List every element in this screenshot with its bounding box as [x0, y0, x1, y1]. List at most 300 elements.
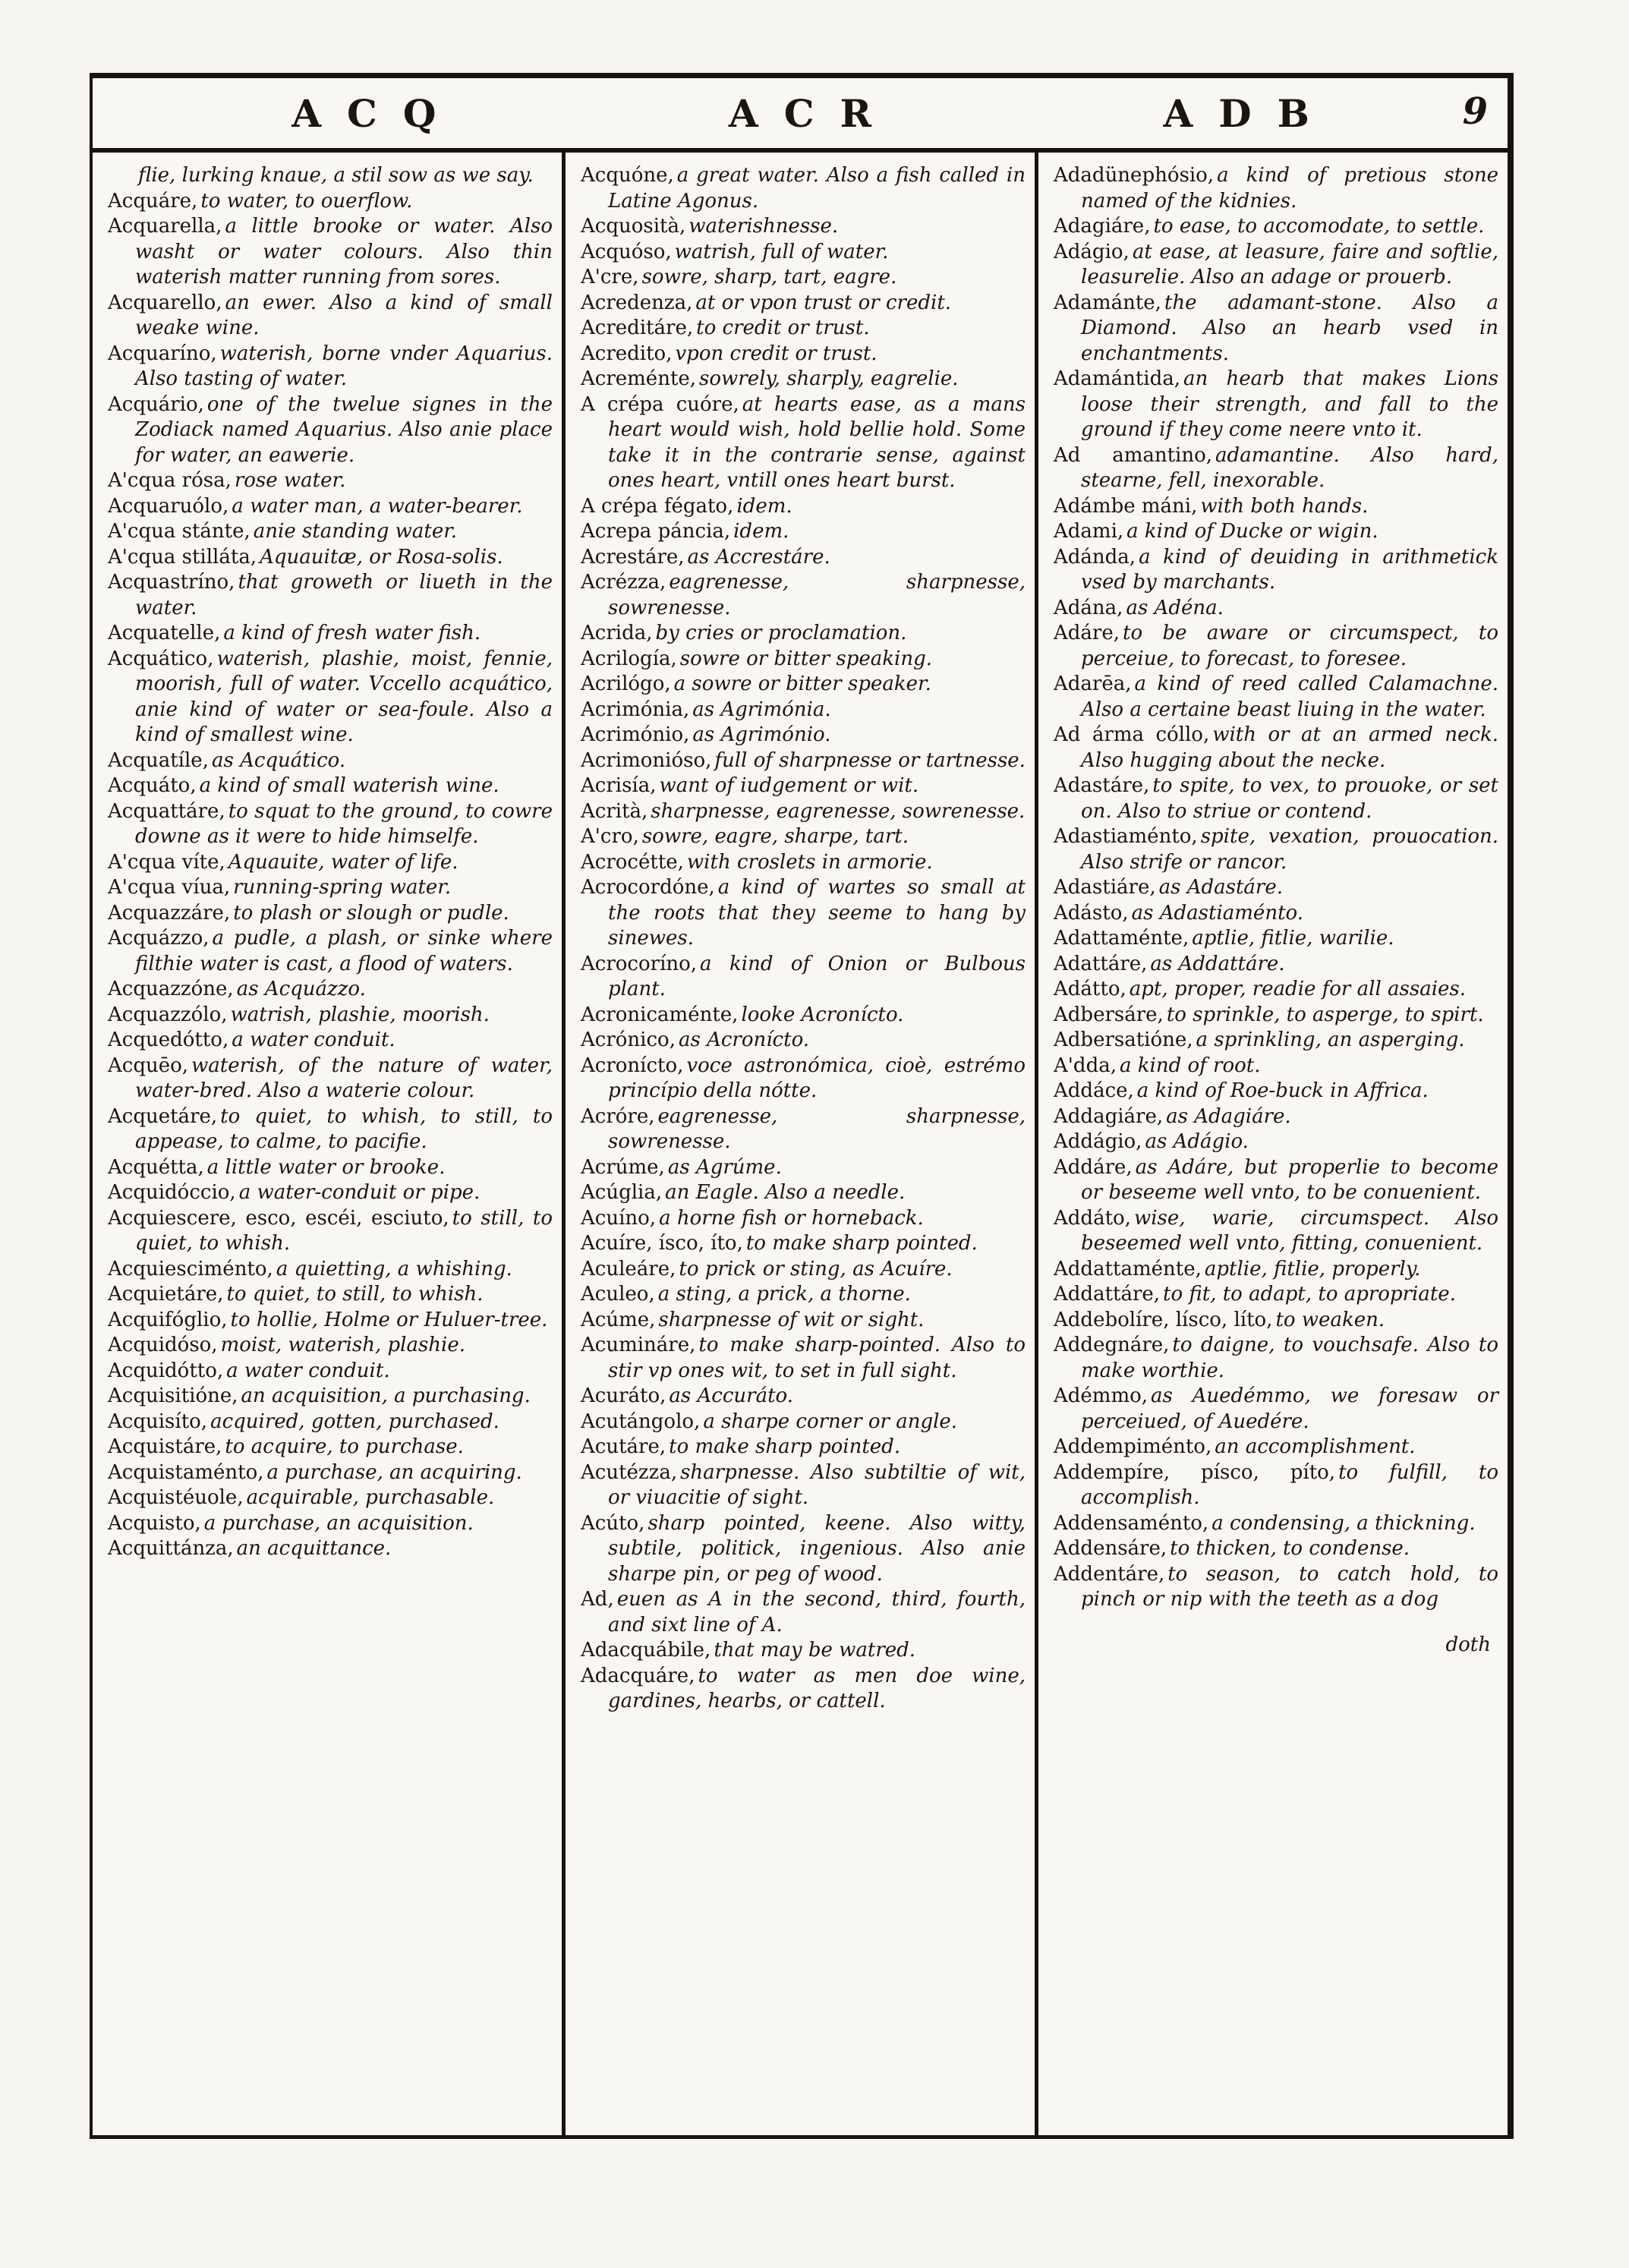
dictionary-entry: [1054, 1028, 1498, 1054]
entry-headword: Acróre,: [581, 1104, 655, 1128]
entry-definition: at or vpon trust or credit.: [695, 291, 952, 314]
entry-headword: Acrocordóne,: [581, 876, 715, 899]
entry-definition: as Acquático.: [211, 748, 346, 772]
dictionary-entry: [108, 519, 553, 545]
entry-headword: Acronicaménte,: [581, 1003, 739, 1026]
entry-definition: a sprinkling, an asperging.: [1196, 1028, 1465, 1051]
entry-headword: Adbersáre,: [1054, 1003, 1164, 1026]
entry-headword: Acquastríno,: [108, 571, 235, 594]
entry-definition: a kind of wartes so small at the roots that they seeme to hang by sinewes.: [608, 876, 1026, 950]
dictionary-entry: [1054, 1562, 1498, 1613]
dictionary-entry: [1054, 901, 1498, 927]
entry-headword: Acquázzo,: [108, 927, 210, 950]
entry-definition: waterishnesse.: [688, 215, 839, 238]
entry-headword: Acrepa páncia,: [581, 520, 731, 543]
entry-headword: Acquistáre,: [108, 1435, 222, 1458]
dictionary-entry: [581, 214, 1026, 240]
entry-headword: Adamánte,: [1054, 291, 1161, 314]
column-1: [93, 153, 566, 2135]
running-head-section-adb: ADB: [1163, 90, 1335, 136]
entry-headword: Acquatelle,: [108, 622, 221, 644]
entry-headword: Acrimónio,: [581, 723, 690, 746]
entry-headword: Acúto,: [581, 1511, 645, 1535]
dictionary-entry: [581, 519, 1026, 545]
entry-definition: aptlie, fitlie, warilie.: [1192, 927, 1394, 950]
entry-headword: Adánda,: [1054, 545, 1136, 569]
entry-definition: to make sharp pointed.: [669, 1435, 901, 1458]
dictionary-entry: [1054, 1511, 1498, 1537]
entry-definition: by cries or proclamation.: [655, 622, 907, 644]
column-2: [566, 153, 1038, 2135]
dictionary-entry: [581, 1155, 1026, 1181]
entry-headword: Acquiescere, esco, escéi, esciuto,: [108, 1206, 449, 1230]
dictionary-entry: [581, 240, 1026, 266]
entry-headword: Acquáto,: [108, 774, 197, 797]
dictionary-entry: [108, 342, 553, 392]
dictionary-entry: [581, 1180, 1026, 1206]
entry-headword: Acquetáre,: [108, 1104, 218, 1128]
entry-definition: a water conduit.: [232, 1028, 395, 1051]
entry-definition: want of iudgement or wit.: [659, 774, 919, 797]
entry-definition: as Adágio.: [1145, 1130, 1249, 1153]
entry-headword: Acquidótto,: [108, 1359, 224, 1382]
entry-headword: Acquietáre,: [108, 1283, 224, 1306]
entry-headword: Acquistéuole,: [108, 1486, 244, 1509]
entry-headword: Addentáre,: [1054, 1562, 1165, 1586]
dictionary-entry: [108, 1180, 553, 1206]
entry-definition: with both hands.: [1200, 494, 1369, 518]
dictionary-entry: [1054, 1003, 1498, 1028]
dictionary-entry: [581, 342, 1026, 367]
dictionary-entry: [581, 1587, 1026, 1638]
dictionary-entry: [108, 1435, 553, 1460]
entry-headword: Adagiáre,: [1054, 215, 1151, 238]
dictionary-entry: [108, 773, 553, 799]
entry-headword: Adásto,: [1054, 901, 1129, 925]
dictionary-entry: [1054, 367, 1498, 443]
dictionary-entry: [1054, 1460, 1498, 1511]
entry-definition: adamantine. Also hard, stearne, fell, inexorable.: [1081, 443, 1499, 492]
dictionary-entry: [581, 291, 1026, 317]
dictionary-entry: [1054, 1155, 1498, 1206]
dictionary-entry: [1054, 214, 1498, 240]
entry-definition: sowre, eagre, sharpe, tart.: [641, 825, 909, 848]
entry-definition: eagrenesse, sharpnesse, sowrenesse.: [608, 571, 1026, 619]
entry-definition: to fulfill, to accomplish.: [1081, 1460, 1498, 1509]
entry-headword: Adbersatióne,: [1054, 1028, 1193, 1051]
entry-headword: Acrida,: [581, 622, 653, 644]
entry-definition: as Agrimónia.: [692, 698, 831, 721]
dictionary-entry: [581, 621, 1026, 647]
dictionary-entry: [1054, 1054, 1498, 1079]
entry-definition: waterish, plashie, moist, fennie, moorish, full of water. Vccello acquático, anie kind of water or sea-foule. Also a kind of smallest wine.: [135, 647, 553, 746]
entry-definition: a little brooke or water. Also washt or water colours. Also thin waterish matter running from sores.: [135, 215, 553, 288]
dictionary-entry: [1054, 1079, 1498, 1104]
entry-headword: Acronícto,: [581, 1054, 684, 1077]
entry-headword: A crépa cuóre,: [581, 392, 739, 416]
entry-headword: Addattáre,: [1054, 1283, 1161, 1306]
dictionary-entry: [108, 875, 553, 901]
dictionary-entry: [1054, 1333, 1498, 1384]
entry-headword: Addagiáre,: [1054, 1104, 1164, 1128]
entry-definition: looke Acronícto.: [741, 1003, 904, 1026]
dictionary-entry: [108, 1282, 553, 1308]
entry-definition: to make sharp pointed.: [745, 1232, 978, 1255]
entry-headword: Acredito,: [581, 342, 673, 365]
entry-definition: sharpnesse of wit or sight.: [658, 1308, 925, 1331]
entry-headword: Acrimónia,: [581, 698, 690, 721]
entry-headword: Acrilógo,: [581, 673, 671, 695]
entry-headword: Acquóso,: [581, 240, 672, 263]
entry-headword: Acreménte,: [581, 367, 697, 390]
dictionary-entry: [1054, 1257, 1498, 1283]
entry-definition: at hearts ease, as a mans heart would wish, hold bellie hold. Some take it in the contrarie sense, against ones heart, vntill ones heart burst.: [608, 392, 1026, 492]
entry-definition: a water-conduit or pipe.: [238, 1181, 481, 1204]
dictionary-entry: [581, 392, 1026, 494]
entry-headword: A'dda,: [1054, 1054, 1117, 1077]
entry-definition: watrish, plashie, moorish.: [230, 1003, 490, 1026]
entry-headword: Adarēa,: [1054, 673, 1132, 695]
dictionary-entry: [581, 367, 1026, 392]
entry-headword: Acquazzóne,: [108, 978, 234, 1000]
entry-headword: Acquistaménto,: [108, 1460, 264, 1484]
entry-headword: Acquétta,: [108, 1155, 204, 1179]
entry-headword: Acquifóglio,: [108, 1308, 228, 1331]
dictionary-entry: [1054, 1435, 1498, 1460]
entry-definition: to water, to ouerflow.: [200, 189, 413, 213]
entry-definition: moist, waterish, plashie.: [220, 1334, 466, 1356]
entry-headword: Acrestáre,: [581, 545, 685, 569]
dictionary-entry: [1054, 494, 1498, 520]
dictionary-entry: [1054, 1104, 1498, 1130]
dictionary-entry: [581, 1104, 1026, 1155]
entry-definition: as Accrestáre.: [687, 545, 830, 569]
dictionary-entry: [1054, 875, 1498, 901]
entry-headword: Addáto,: [1054, 1206, 1131, 1230]
entry-definition: to weaken.: [1275, 1308, 1385, 1331]
entry-headword: Acrúme,: [581, 1155, 665, 1179]
entry-headword: Addattaménte,: [1054, 1257, 1202, 1280]
entry-headword: Adágio,: [1054, 240, 1130, 263]
entry-definition: as Accuráto.: [669, 1384, 793, 1407]
page-frame: [90, 73, 1514, 2139]
entry-definition: to credit or trust.: [696, 317, 870, 339]
dictionary-entry: [108, 1206, 553, 1257]
dictionary-entry: [1054, 723, 1498, 773]
dictionary-entry: [1054, 621, 1498, 672]
dictionary-entry: [581, 1435, 1026, 1460]
entry-definition: sharpnesse. Also subtiltie of wit, or viuacitie of sight.: [608, 1460, 1026, 1509]
dictionary-entry: [581, 1282, 1026, 1308]
dictionary-entry: [108, 494, 553, 520]
dictionary-entry: [581, 875, 1026, 952]
entry-definition: a purchase, an acquisition.: [203, 1511, 474, 1535]
dictionary-entry: [108, 748, 553, 774]
dictionary-entry: [1054, 443, 1498, 494]
entry-definition: a kind of small waterish wine.: [199, 774, 499, 797]
dictionary-entry: [108, 214, 553, 291]
entry-headword: Addempíre, písco, píto,: [1054, 1460, 1336, 1484]
dictionary-entry: [108, 1410, 553, 1435]
entry-headword: Acquēo,: [108, 1054, 189, 1077]
dictionary-entry: [581, 265, 1026, 291]
dictionary-entry: [108, 1359, 553, 1384]
entry-definition: as Acquázzo.: [236, 978, 366, 1000]
dictionary-entry: [108, 1308, 553, 1334]
running-head-section-acr: ACR: [728, 90, 898, 136]
dictionary-entry: [581, 799, 1026, 825]
entry-definition: as Adagiáre.: [1166, 1104, 1291, 1128]
dictionary-entry: [581, 316, 1026, 342]
dictionary-entry: [1054, 519, 1498, 545]
entry-headword: Addágio,: [1054, 1130, 1142, 1153]
entry-definition: sowre, sharp, tart, eagre.: [641, 266, 897, 288]
dictionary-entry: [108, 1485, 553, 1511]
entry-definition: sharp pointed, keene. Also witty, subtile, politick, ingenious. Also anie sharpe pin, or peg of wood.: [608, 1511, 1026, 1586]
entry-headword: Adáre,: [1054, 622, 1120, 644]
dictionary-entry: [108, 1536, 553, 1562]
dictionary-entry: [108, 468, 553, 494]
dictionary-entry: [108, 1104, 553, 1155]
entry-definition: a sting, a prick, a thorne.: [657, 1283, 911, 1306]
entry-headword: Adána,: [1054, 596, 1123, 619]
dictionary-entry: [1054, 596, 1498, 622]
entry-definition: to be aware or circumspect, to perceiue, to forecast, to foresee.: [1081, 622, 1498, 670]
entry-headword: Adémmo,: [1054, 1384, 1148, 1407]
entry-definition: to acquire, to purchase.: [225, 1435, 464, 1458]
entry-headword: Acquaríno,: [108, 342, 217, 365]
entry-definition: aptlie, fitlie, properly.: [1204, 1257, 1421, 1280]
entry-definition: to quiet, to whish, to still, to appease, to calme, to pacifie.: [135, 1104, 553, 1153]
entry-definition: that may be watred.: [714, 1639, 916, 1662]
entry-headword: Adastiaménto,: [1054, 825, 1198, 848]
entry-definition: idem.: [733, 520, 789, 543]
entry-definition: as Adastáre.: [1158, 876, 1284, 899]
dictionary-entry: [108, 1028, 553, 1054]
dictionary-entry: [108, 163, 553, 189]
entry-definition: full of sharpnesse or tartnesse.: [714, 748, 1026, 772]
entry-definition: as Adáre, but properlie to become or beseeme well vnto, to be conuenient.: [1081, 1155, 1498, 1204]
entry-headword: Adacquábile,: [581, 1639, 711, 1662]
dictionary-entry: [581, 545, 1026, 571]
entry-definition: watrish, full of water.: [674, 240, 889, 263]
entry-headword: Acutángolo,: [581, 1410, 701, 1433]
entry-headword: Addegnáre,: [1054, 1334, 1170, 1356]
dictionary-entry: [1054, 926, 1498, 952]
entry-definition: Aquauite, water of life.: [228, 850, 458, 874]
entry-definition: a sowre or bitter speaker.: [673, 673, 931, 695]
entry-headword: Acuíre, ísco, íto,: [581, 1232, 743, 1255]
dictionary-entry: [108, 570, 553, 621]
entry-headword: A'cqua víua,: [108, 876, 231, 899]
entry-definition: anie standing water.: [253, 520, 458, 543]
entry-headword: A'cqua rósa,: [108, 469, 232, 492]
entry-definition: a purchase, an acquiring.: [266, 1460, 522, 1484]
entry-headword: Adastáre,: [1054, 774, 1150, 797]
entry-headword: Acquarella,: [108, 215, 222, 238]
dictionary-entry: [581, 1003, 1026, 1028]
entry-headword: Acquarello,: [108, 291, 222, 314]
dictionary-entry: [108, 799, 553, 850]
dictionary-entry: [1054, 952, 1498, 978]
entry-headword: Acutáre,: [581, 1435, 666, 1458]
running-head-section-acq: ACQ: [291, 90, 462, 136]
entry-headword: Acquattáre,: [108, 799, 225, 823]
entry-definition: a little water or brooke.: [206, 1155, 446, 1179]
dictionary-entry: [1054, 240, 1498, 291]
dictionary-entry: [581, 1410, 1026, 1435]
entry-headword: Acquedótto,: [108, 1028, 229, 1051]
entry-headword: Acrisía,: [581, 774, 657, 797]
entry-definition: a kind of Onion or Bulbous plant.: [608, 952, 1026, 1000]
entry-headword: Adastiáre,: [1054, 876, 1156, 899]
entry-definition: as Addattáre.: [1150, 952, 1285, 975]
entry-headword: Adattáre,: [1054, 952, 1148, 975]
dictionary-entry: [581, 773, 1026, 799]
dictionary-entry: [108, 647, 553, 748]
entry-headword: Addempiménto,: [1054, 1435, 1212, 1458]
entry-headword: Acquittánza,: [108, 1537, 234, 1560]
entry-headword: Acquidóso,: [108, 1334, 218, 1356]
entry-headword: Acuráto,: [581, 1384, 666, 1407]
dictionary-entry: [108, 1155, 553, 1181]
entry-headword: Addensaménto,: [1054, 1511, 1209, 1535]
catchword: doth: [1445, 1633, 1491, 1656]
entry-headword: Acrità,: [581, 799, 648, 823]
entry-definition: a horne fish or horneback.: [659, 1206, 924, 1230]
dictionary-entry: [108, 1333, 553, 1359]
entry-headword: Adámbe máni,: [1054, 494, 1198, 518]
dictionary-entry: [108, 901, 553, 927]
entry-definition: to water as men doe wine, gardines, hearbs, or cattell.: [608, 1664, 1026, 1712]
entry-definition: the adamant-stone. Also a Diamond. Also an hearb vsed in enchantments.: [1081, 291, 1498, 365]
entry-headword: Acquisto,: [108, 1511, 201, 1535]
entry-headword: Acumináre,: [581, 1334, 696, 1356]
entry-definition: an Eagle. Also a needle.: [665, 1181, 906, 1204]
dictionary-entry: [108, 189, 553, 215]
dictionary-entry: [108, 1460, 553, 1486]
entry-definition: an accomplishment.: [1215, 1435, 1416, 1458]
dictionary-entry: [581, 570, 1026, 621]
dictionary-entry: [581, 1028, 1026, 1054]
entry-definition: a condensing, a thickning.: [1212, 1511, 1476, 1535]
entry-definition: rose water.: [234, 469, 346, 492]
entry-definition: with or at an armed neck. Also hugging about the necke.: [1081, 723, 1498, 772]
dictionary-entry: [581, 1664, 1026, 1715]
page-number: 9: [1462, 90, 1488, 133]
dictionary-entry: [581, 672, 1026, 698]
entry-headword: A'cro,: [581, 825, 639, 848]
dictionary-entry: [581, 163, 1026, 214]
entry-headword: Acreditáre,: [581, 317, 694, 339]
entry-definition: sharpnesse, eagrenesse, sowrenesse.: [651, 799, 1026, 823]
entry-definition: to prick or sting, as Acuíre.: [679, 1257, 953, 1280]
column-3: [1038, 153, 1508, 2135]
dictionary-entry: [581, 748, 1026, 774]
entry-headword: Acutézza,: [581, 1460, 678, 1484]
entry-definition: waterish, of the nature of water, water-bred. Also a waterie colour.: [135, 1054, 553, 1102]
dictionary-entry: [581, 824, 1026, 850]
entry-definition: as Agrúme.: [667, 1155, 782, 1179]
entry-headword: Acrilogía,: [581, 647, 677, 670]
dictionary-entry: [1054, 1282, 1498, 1308]
entry-definition: to hollie, Holme or Huluer-tree.: [230, 1308, 548, 1331]
dictionary-entry: [581, 1206, 1026, 1232]
entry-definition: acquirable, purchasable.: [246, 1486, 495, 1509]
entry-headword: Acquóne,: [581, 164, 674, 187]
entry-definition: vpon credit or trust.: [675, 342, 878, 365]
dictionary-entry: [581, 1333, 1026, 1384]
dictionary-entry: [581, 494, 1026, 520]
entry-headword: Acredenza,: [581, 291, 693, 314]
dictionary-entry: [581, 1308, 1026, 1334]
entry-headword: Adamántida,: [1054, 367, 1180, 390]
entry-headword: Aculeáre,: [581, 1257, 676, 1280]
entry-headword: Acquatíle,: [108, 748, 209, 772]
entry-definition: waterish, borne vnder Aquarius. Also tasting of water.: [135, 342, 553, 390]
entry-headword: Acquiesciménto,: [108, 1257, 273, 1280]
entry-headword: Adátto,: [1054, 978, 1126, 1000]
dictionary-entry: [581, 1384, 1026, 1410]
entry-definition: an ewer. Also a kind of small weake wine.: [135, 291, 553, 339]
entry-headword: Acquosità,: [581, 215, 686, 238]
entry-headword: A'cqua víte,: [108, 850, 225, 874]
entry-definition: spite, vexation, prouocation. Also strife or rancor.: [1081, 825, 1498, 874]
entry-definition: sowre or bitter speaking.: [679, 647, 932, 670]
entry-definition: to daigne, to vouchsafe. Also to make worthie.: [1081, 1334, 1498, 1382]
entry-headword: Acquisitióne,: [108, 1384, 238, 1407]
entry-headword: Adami,: [1054, 520, 1124, 543]
entry-definition: acquired, gotten, purchased.: [210, 1410, 499, 1433]
entry-headword: Addáre,: [1054, 1155, 1133, 1179]
dictionary-entry: [108, 621, 553, 647]
entry-headword: Acúme,: [581, 1308, 656, 1331]
entry-definition: as Adastiaménto.: [1131, 901, 1303, 925]
entry-definition: a pudle, a plash, or sinke where filthie water is cast, a flood of waters.: [135, 927, 553, 975]
entry-definition: to fit, to adapt, to apropriate.: [1163, 1283, 1456, 1306]
entry-definition: an hearb that makes Lions loose their strength, and fall to the ground if they come neere vnto it.: [1081, 367, 1498, 441]
entry-headword: A'cre,: [581, 266, 639, 288]
dictionary-entry: [1054, 1384, 1498, 1435]
dictionary-entry: [581, 1638, 1026, 1664]
running-head: [93, 78, 1508, 153]
dictionary-entry: [581, 1511, 1026, 1588]
entry-definition: an acquisition, a purchasing.: [241, 1384, 531, 1407]
entry-definition: to squat to the ground, to cowre downe as it were to hide himselfe.: [135, 799, 553, 848]
entry-definition: running-spring water.: [233, 876, 452, 899]
dictionary-entry: [1054, 291, 1498, 367]
entry-headword: Acrónico,: [581, 1028, 676, 1051]
entry-definition: wise, warie, circumspect. Also beseemed well vnto, fitting, conuenient.: [1081, 1206, 1498, 1255]
dictionary-entry: [108, 291, 553, 342]
entry-headword: Acuíno,: [581, 1206, 657, 1230]
entry-definition: idem.: [736, 494, 792, 518]
entry-headword: Addáce,: [1054, 1079, 1134, 1102]
entry-definition: a kind of reed called Calamachne. Also a certaine beast liuing in the water.: [1081, 673, 1498, 721]
entry-definition: eagrenesse, sharpnesse, sowrenesse.: [608, 1104, 1026, 1153]
entry-definition: to sprinkle, to asperge, to spirt.: [1166, 1003, 1484, 1026]
dictionary-entry: [108, 1003, 553, 1028]
entry-definition: to quiet, to still, to whish.: [226, 1283, 484, 1306]
dictionary-entry: [1054, 773, 1498, 824]
dictionary-entry: [581, 723, 1026, 748]
entry-definition: sowrely, sharply, eagrelie.: [699, 367, 959, 390]
entry-definition: a water conduit.: [226, 1359, 390, 1382]
dictionary-entry: [581, 850, 1026, 876]
dictionary-entry: [108, 392, 553, 469]
dictionary-entry: [1054, 1129, 1498, 1155]
dictionary-entry: [1054, 1206, 1498, 1257]
